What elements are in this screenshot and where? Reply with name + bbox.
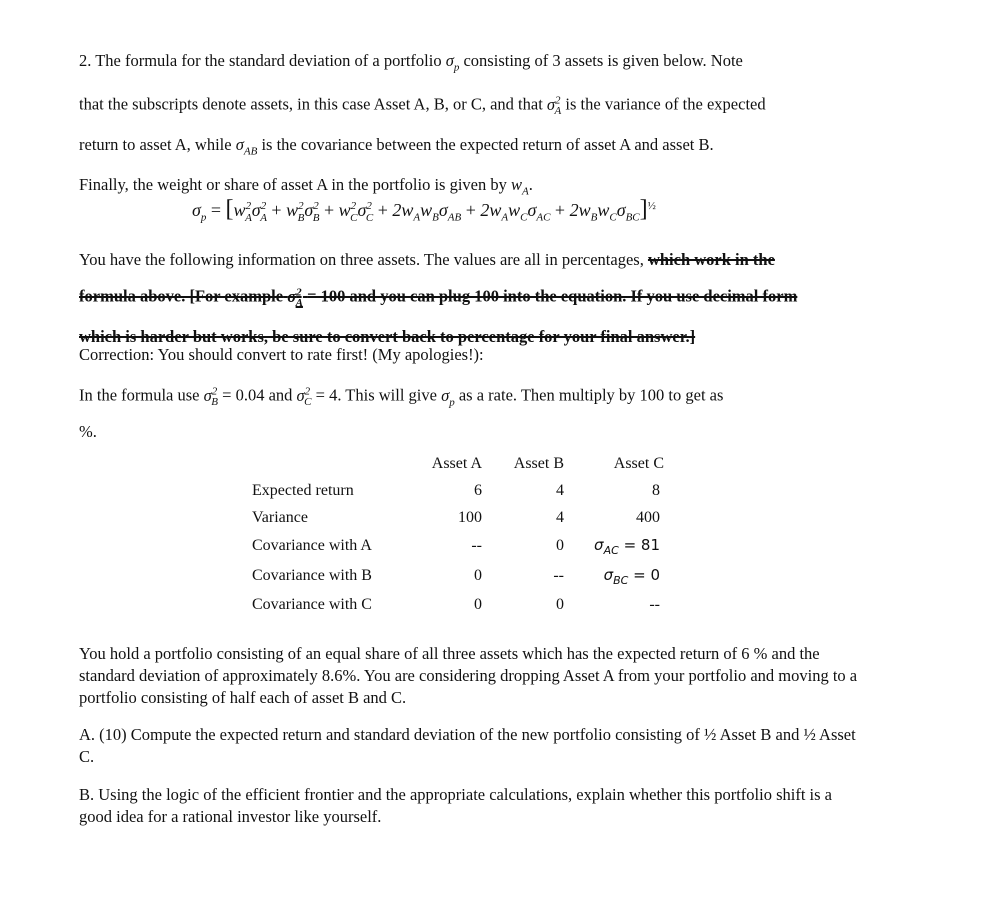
table-row: Variance 100 4 400: [252, 508, 660, 526]
question-b: B. Using the logic of the efficient frontier and the appropriate calculations, explain whether this portfolio shift is a good idea for a rational investor like yourself.: [79, 785, 832, 826]
info-line-3: which is harder but works, be sure to convert back to percentage for your final answer.]: [79, 326, 696, 346]
table-row: Covariance with C 0 0 --: [252, 595, 660, 613]
info-line-2: formula above. [For example $\sigma^2_A = 100$ and you can plug 100 into the equation. If you use decimal form: [79, 286, 798, 309]
sigma-a-squared-symbol: $\sigma^2_A$: [546, 94, 562, 118]
intro-line-1: 2. The formula for the standard deviation of a portfolio $\sigma_p$ consisting of 3 assets is given below. Note: [79, 51, 743, 74]
intro-line-2: that the subscripts denote assets, in this case Asset A, B, or C, and that $\sigma^2_A$ is the variance of the expected: [79, 94, 766, 118]
sigma-ab-symbol: $\sigma_{AB}$: [235, 135, 258, 158]
intro-line-4: Finally, the weight or share of asset A in the portfolio is given by $w_A$.: [79, 175, 533, 198]
table-row: Expected return 6 4 8: [252, 481, 660, 499]
question-a: A. (10) Compute the expected return and standard deviation of the new portfolio consisting of ½ Asset B and ½ Asset C.: [79, 725, 856, 766]
table-row: Covariance with A -- 0 $\sigma_{AC} = 81$: [252, 535, 660, 557]
intro-paragraph: [79, 44, 879, 209]
sigma-p-symbol: $\sigma_p$: [445, 51, 460, 74]
table-row: Covariance with B 0 -- $\sigma_{BC} = 0$: [252, 565, 660, 587]
intro-line-3: return to asset A, while $\sigma_{AB}$ is the covariance between the expected return of asset A and asset B.: [79, 135, 714, 158]
asset-data-table: [252, 450, 664, 618]
w-a-symbol: $w_A$: [511, 175, 529, 198]
formula-usage-note: In the formula use $\sigma^2_B = 0.04$ and $\sigma^2_C = 4$. This will give $\sigma_p$ as a rate. Then multiply by 100 to get as %.: [79, 385, 724, 441]
table-header-row: [252, 450, 664, 477]
portfolio-sd-formula: $\sigma_p = [w^2_A\sigma^2_A + w^2_B\sigma^2_B + w^2_C\sigma^2_C + 2w_Aw_B\sigma_{AB} + 2w_Aw_C\sigma_{AC} + 2w_Bw_C\sigma_{BC}]^{\frac{1}{2}}$: [192, 196, 656, 224]
table-header-asset-b: Asset B: [513, 454, 564, 472]
portfolio-paragraph: You hold a portfolio consisting of an equal share of all three assets which has the expected return of 6 % and the standard deviation of approximately 8.6%. You are considering dropping Asset A from your portfolio and moving to a portfolio consisting of half each of asset B and C.: [79, 644, 858, 707]
table-header-asset-c: Asset C: [613, 454, 664, 472]
info-paragraph: [79, 243, 899, 353]
info-line-1: You have the following information on three assets. The values are all in percentages, which work in the: [79, 250, 775, 269]
correction-line: Correction: You should convert to rate first! (My apologies!):: [79, 345, 484, 364]
table-header-asset-a: Asset A: [431, 454, 482, 472]
